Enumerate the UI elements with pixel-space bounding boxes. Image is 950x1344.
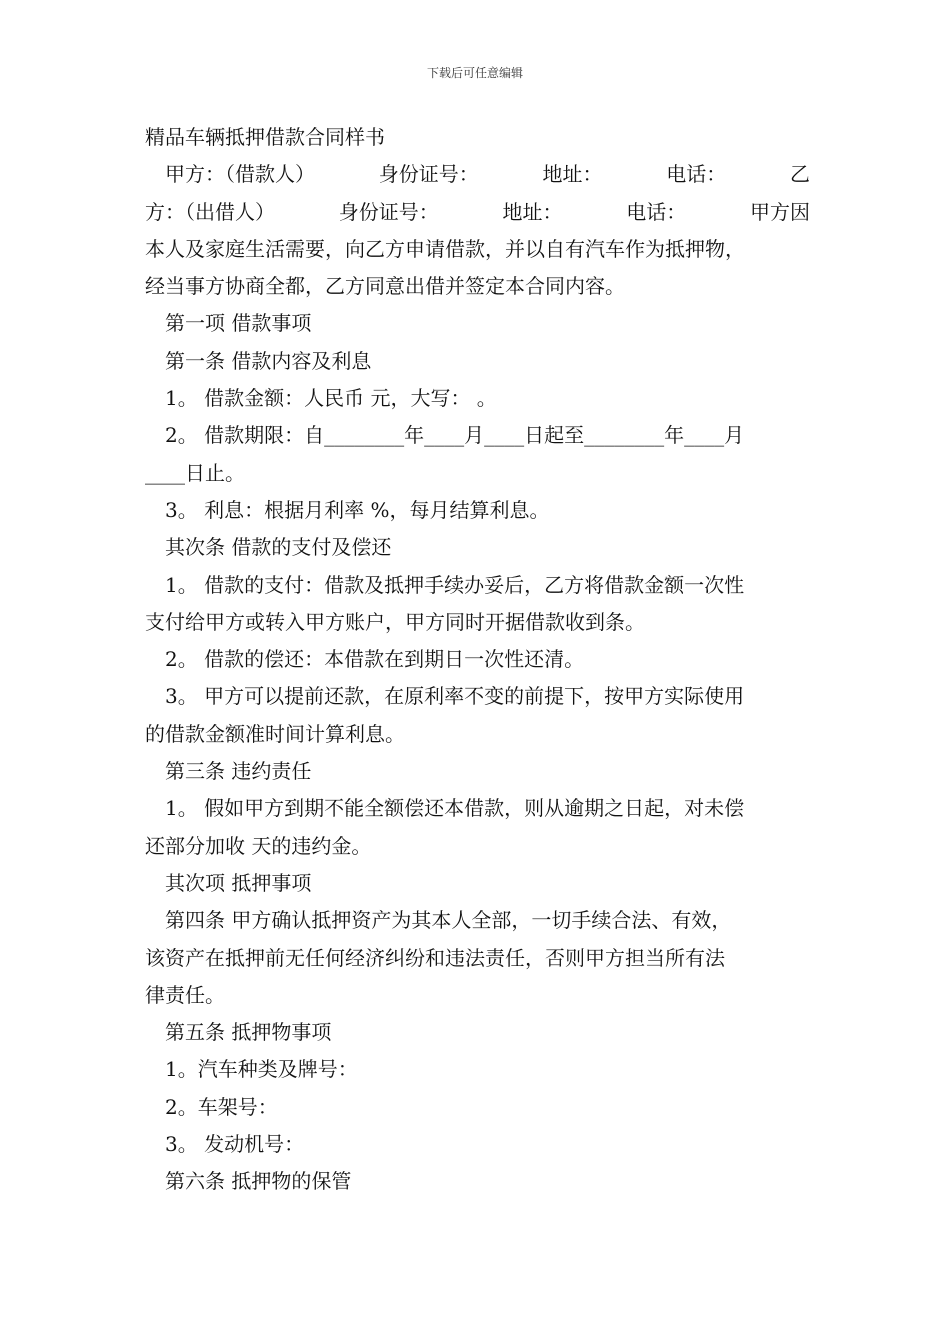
- section-heading: 第一项 借款事项: [165, 311, 312, 336]
- party-a-id-label: 身份证号：: [378, 162, 479, 187]
- clause-line: 1。 假如甲方到期不能全额偿还本借款，则从逾期之日起，对未偿: [165, 796, 745, 821]
- clause-line: 2。 借款的偿还：本借款在到期日一次性还清。: [165, 647, 585, 672]
- article-line: 第四条 甲方确认抵押资产为其本人全部，一切手续合法、有效，: [165, 908, 732, 933]
- article-heading: 其次条 借款的支付及偿还: [165, 535, 392, 560]
- article-heading: 第三条 违约责任: [165, 759, 312, 784]
- party-b-label: 方：（出借人）: [145, 199, 275, 224]
- article-heading: 第六条 抵押物的保管: [165, 1169, 352, 1194]
- purpose-start: 甲方因: [750, 199, 810, 224]
- clause-line: 2。 借款期限：自________年____月____日起至________年____月: [165, 423, 745, 448]
- clause-line: 3。 利息：根据月利率 %，每月结算利息。: [165, 497, 550, 522]
- party-a-address-label: 地址：: [542, 162, 603, 187]
- party-line-2: [145, 194, 810, 231]
- clause-line: 1。 借款的支付：借款及抵押手续办妥后，乙方将借款金额一次性: [165, 572, 745, 597]
- clause-line: 2。车架号：: [165, 1094, 278, 1119]
- article-heading: 第五条 抵押物事项: [165, 1020, 332, 1045]
- document-body: [145, 119, 810, 1201]
- body-line: 还部分加收 天的违约金。: [145, 833, 372, 858]
- party-b-phone-label: 电话：: [626, 199, 687, 224]
- party-a-label: 甲方：（借款人）: [165, 162, 315, 187]
- clause-line: 1。 借款金额：人民币 元，大写： 。: [165, 386, 497, 411]
- body-line: 经当事方协商全都，乙方同意出借并签定本合同内容。: [145, 274, 625, 299]
- body-line: 支付给甲方或转入甲方账户，甲方同时开据借款收到条。: [145, 609, 645, 634]
- party-a-phone-label: 电话：: [666, 162, 727, 187]
- body-line: 本人及家庭生活需要，向乙方申请借款，并以自有汽车作为抵押物，: [145, 236, 745, 261]
- page-header-note: 下载后可任意编辑: [426, 66, 523, 80]
- section-heading: 其次项 抵押事项: [165, 870, 312, 895]
- body-line: 的借款金额准时间计算利息。: [145, 721, 405, 746]
- body-line: 该资产在抵押前无任何经济纠纷和违法责任，否则甲方担当所有法: [145, 945, 725, 970]
- body-line: 律责任。: [145, 982, 225, 1007]
- party-b-address-label: 地址：: [502, 199, 563, 224]
- clause-line: 1。汽车种类及牌号：: [165, 1057, 358, 1082]
- party-b-id-label: 身份证号：: [338, 199, 439, 224]
- party-b-start: 乙: [790, 162, 810, 187]
- party-line-1: [145, 156, 810, 193]
- clause-line: 3。 发动机号：: [165, 1132, 305, 1157]
- document-title: 精品车辆抵押借款合同样书: [145, 125, 385, 149]
- body-line: ____日止。: [145, 460, 245, 485]
- clause-line: 3。 甲方可以提前还款，在原利率不变的前提下，按甲方实际使用: [165, 684, 745, 709]
- article-heading: 第一条 借款内容及利息: [165, 348, 372, 373]
